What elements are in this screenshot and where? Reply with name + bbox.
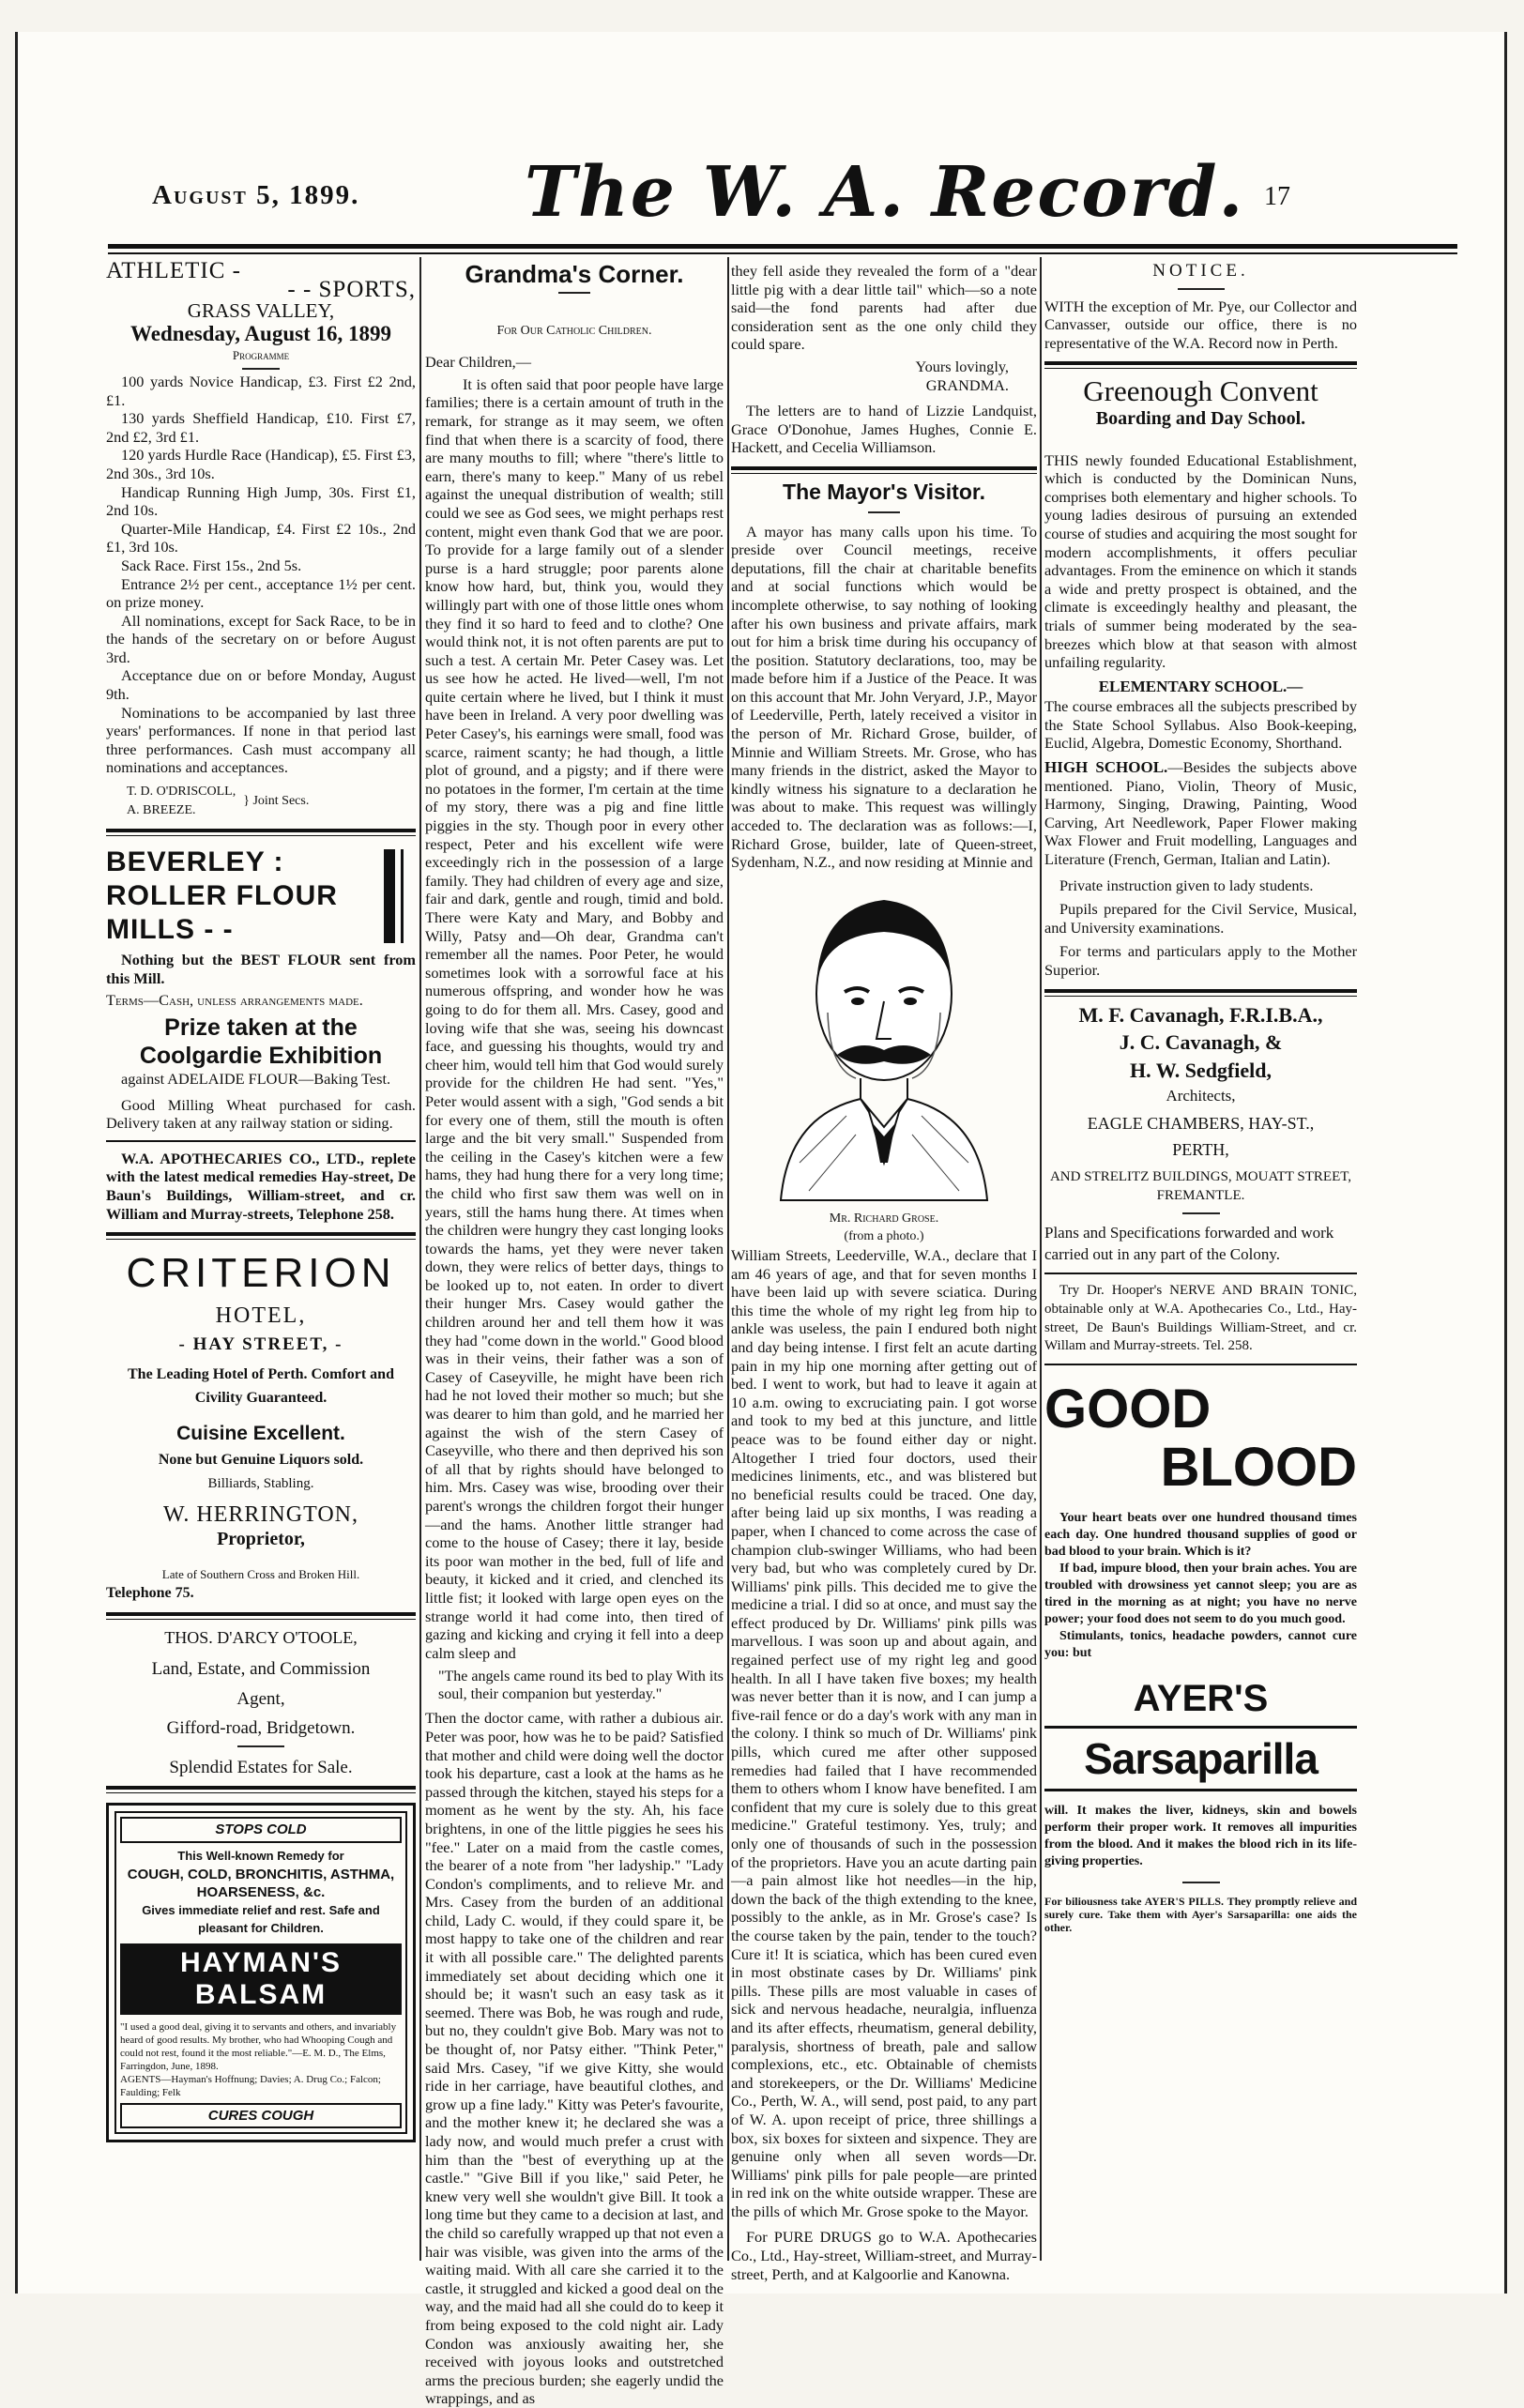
salutation: Dear Children,— [425, 353, 532, 372]
criterion-hotel: HOTEL, [215, 1303, 307, 1329]
secretary-name: T. D. O'DRISCOLL, [127, 785, 236, 800]
divider [558, 292, 590, 294]
column-divider [1040, 257, 1042, 2261]
sports-advert [106, 258, 416, 819]
ayers-advert [1044, 1380, 1357, 1934]
column-2 [425, 260, 724, 2408]
good-headline: GOOD [1044, 1378, 1212, 1440]
criterion-liquors: None but Genuine Liquors sold. [158, 1451, 364, 1468]
criterion-leading: The Leading Hotel of Perth. Comfort and Civility Guaranteed. [128, 1366, 394, 1407]
stops-cold-banner: STOPS COLD [120, 1817, 402, 1843]
convent-text: THIS newly founded Educational Establishment, which is conducted by the Dominican Nuns, comprises both elementary and higher schools. To young ladies desirous of pursuing an extended course of studies and acquiring the most sought for modern accomplishments, it offers peculiar advantages. From the eminence on which it stands a wide and pretty prospect is obtained, and the climate is exceedingly healthy and pleasant, the trials of summer being moderated by the sea-breezes which blow at that season with almost unfailing regularity. [1044, 450, 1357, 672]
sports-title-1: ATHLETIC - [106, 258, 241, 283]
programme-item: Entrance 2½ per cent., acceptance 1½ per cent. on prize money. [106, 574, 416, 612]
portrait-illustration [771, 881, 997, 1200]
balsam-logo [120, 1943, 402, 2015]
criterion-cuisine: Cuisine Excellent. [176, 1423, 345, 1445]
masthead [18, 32, 1504, 233]
divider [1044, 361, 1357, 369]
beverley-line-3: MILLS - - [106, 914, 234, 946]
sports-title-2: - - SPORTS, [287, 276, 416, 302]
divider [106, 1140, 416, 1142]
haymans-balsam-advert [106, 1803, 416, 2142]
divider [1044, 1273, 1357, 1274]
convent-heading: Greenough Convent [1083, 374, 1318, 408]
architects-city: PERTH, [1172, 1139, 1229, 1159]
divider [1178, 288, 1225, 290]
otoole-business: Land, Estate, and Commission [151, 1659, 371, 1680]
architect-name: M. F. Cavanagh, F.R.I.B.A., [1078, 1002, 1323, 1027]
story-continuation: they fell aside they revealed the form of a "dear little pig with a dear little tail" which—so a note said—the fond parents had after due consideration sent as the one only child they could spare. [731, 262, 1037, 354]
notice-heading: NOTICE. [1152, 261, 1249, 281]
beverley-terms: Terms—Cash, unless arrangements made. [106, 991, 363, 1010]
hooper-tonic: Try Dr. Hooper's NERVE AND BRAIN TONIC, obtainable only at W.A. Apothecaries Co., Ltd., Hay-street, De Baun's Buildings William-Street, and cr. Willam and Murray-streets. Tel. 258. [1044, 1283, 1357, 1354]
private-instruction: Private instruction given to lady students. [1059, 876, 1314, 894]
letters-received: The letters are to hand of Lizzie Landquist, Grace O'Donohue, James Hughes, Connie E. Hackett, and Cecelia Williamson. [731, 402, 1037, 457]
divider [868, 511, 900, 513]
column-4 [1044, 262, 1357, 2261]
architects-advert [1044, 1002, 1357, 1266]
elementary-heading: ELEMENTARY SCHOOL.— [1098, 677, 1303, 695]
page-number: 17 [1264, 182, 1290, 211]
architects-address: EAGLE CHAMBERS, HAY-ST., [1087, 1113, 1315, 1133]
sports-place: GRASS VALLEY, [187, 299, 335, 323]
programme-item: Sack Race. First 15s., 2nd 5s. [121, 556, 302, 574]
programme-item: 120 yards Hurdle Race (Handicap), £5. First £3, 2nd 30s., 3rd 10s. [106, 446, 416, 482]
divider [731, 466, 1037, 474]
portrait-caption-source: (from a photo.) [844, 1229, 924, 1244]
column-1 [106, 258, 416, 2261]
secretary-name: A. BREEZE. [127, 802, 196, 817]
sarsaparilla-text: will. It makes the liver, kidneys, skin and bowels perform their proper work. It removes all impurities from the blood. And it makes the blood rich in its life-giving properties. [1044, 1803, 1357, 1868]
story-poem: "The angels came round its bed to play With its soul, their companion but yesterday." [438, 1669, 724, 1703]
programme-item: Acceptance due on or before Monday, August 9th. [106, 666, 416, 704]
programme-item: 130 yards Sheffield Handicap, £10. First £7, 2nd £2, 3rd £1. [106, 409, 416, 446]
ayers-name: AYER'S [1133, 1677, 1269, 1719]
column-divider [419, 257, 421, 2261]
terms-particulars: For terms and particulars apply to the Mother Superior. [1044, 942, 1357, 979]
balsam-testimonial: "I used a good deal, giving it to servants and others, and invariably heard of good results. My brother, who had Whooping Cough and could not rest, found it the most reliable."—E. M. D., The Elms, Farringdon, June, 1898. [120, 2020, 397, 2072]
story-signoff: Yours lovingly, [915, 357, 1009, 375]
issue-date: August 5, 1899. [152, 180, 360, 210]
balsam-agents: AGENTS—Hayman's Hoffnung; Davies; A. Drug Co.; Falcon; Faulding; Felk [120, 2073, 381, 2098]
otoole-agent: Agent, [236, 1688, 285, 1709]
elementary-text: The course embraces all the subjects prescribed by the State School Syllabus. Also Book-keeping, Euclid, Algebra, Domestic Economy, Shorthand. [1044, 697, 1357, 753]
balsam-logo-word: BALSAM [194, 1978, 328, 2010]
apothecaries-notice: W.A. APOTHECARIES CO., LTD., replete with the latest medical remedies Hay-street, De Baun's Buildings, William-street, and cr. William and Murray-streets, Telephone 258. [106, 1149, 416, 1223]
portrait-caption: Mr. Richard Grose. [829, 1211, 939, 1226]
criterion-street: - HAY STREET, - [178, 1334, 343, 1354]
rule-ornament [401, 849, 404, 943]
story-paragraph: Then the doctor came, with rather a dubious air. Peter was poor, how was he to be paid? Satisfied that mother and child were doing well the doctor took his departure, cast a look at the hams as he passed through the kitchen, stayed his steps for a moment as he went by the sty. Ah, his face brightens, in one of the little piggies he sees his "fee." Later on a maid from the castle comes, the bearer of a note from "her ladyship." "Lady Condon's compliments, and to relieve Mr. and Mrs. Casey from the burden of an additional child, Lady C. would, if they could spare it, be most happy to take one of the children and rear it with all possible care." The delighted parents immediately set about deciding which one it should be; it wasn't such an easy task as it seemed. There was Bob, he was rough and rude, but no, they couldn't give Bob. Mary was not to be thought of, nor Patsy either. "Think Peter," said Mrs. Casey, "if we give Kitty, she would ride in her carriage, have beautiful clothes, and grow up a fine lady." Kitty was Peter's favourite, and the mother knew it; he declared she was a lady now, and would much prefer a crust with him than the "best of everything up at the castle." "Give Bill if you like," said Peter, he knew very well she wouldn't give Bill. It took a long time but they came to a decision at last, and the child so carefully wrapped up that not even a hair was visible, was given into the arms of the waiting maid. With all care she carried it to the castle, it struggled and kicked a good deal on the way, and the maid had all she could do to keep it from being exposed to the cold night air. Lady Condon was anxiously awaiting her, she received with joyous looks and outstretched arms the precious burden; she eagerly undid the wrappings, and as [425, 1709, 724, 2408]
high-school-heading: HIGH SCHOOL. [1044, 758, 1168, 777]
divider [106, 1612, 416, 1620]
story-paragraph: It is often said that poor people have large families; there is a certain amount of truth in the remark, for strange as it may seem, we often find that when there is a scarcity of food, there are many mouths to fill; where "there's little to earn, there's many to keep." Many of us rebel against the unequal distribution of wealth; still could we see as God sees, we might perhaps rest content, might even thank God that we are poor. To provide for a large family out of a slender purse is a hard struggle; poor parents alone know how hard, but, think you, would they willingly part with one of those little ones whom they find it so hard to feed and to clothe? One would think not, it is not often parents are put to such a test. A certain Mr. Peter Casey was. Let us see how he acted. He lived—well, I'm not quite certain where he lived, but I think it must have been in Ireland. A very poor dwelling was Peter Casey's, his earnings were small, food was scarce, raiment scanty; he had though, a little plot of ground, and a pigsty; and if there were no potatoes in the former, I'm certain at the time of my story, there was a pig and fine little piggies in the sty. Though poor in every other respect, Peter and his excellent wife were exceedingly rich in the possession of a large family. They had children of every age and size, fair and dark, gentle and rough, timid and bold. There were Katy and Mary, and Bobby and Willy, Patsy and—Oh dear, Grandma can't remember all the names. Poor Peter, he would sometimes look with a sorrowful face at his numerous offspring, and wonder how he was going to do for them all. Mrs. Casey, good and loving wife that she was, seeing his downcast face, and guessing his thoughts, would try and cheer him, would tell him that God would surely provide for the children He had sent. "Yes," Peter would assent with a sigh, "God sends a bit for every one of them, still the mouth is often large and the bit very small." Suspended from the ceiling in the Casey's kitchen were a few hams, they had hung there for a very long time; the child who first saw them was well on in years, still the hams hung there. At times when the children were hungry they cast longing looks towards the hams, yet they were never taken down, they were relics of better days, things to be looked up to, not eaten. In order to divert their hunger Mrs. Casey would gather the children around her and tell them how it was they had "come down in the world." Good blood was in their veins, their father was a son of Casey of Caseyville, he might have been rich had he not loved their mother so much; but she was dearer to him than gold, and he married her against the wish of the stern Casey of Caseyville, who there and then deprived his son of all that by rights should have belonged to him. Mrs. Casey was wise, brooding over their parent's wrongs the children forgot their hunger—and the hams. Another little stranger had come to the house of Casey; there it lay, beside its poor wan mother in the bed, full of life and beauty, it kicked and it cried, and clenched its little fist; it looked with large open eyes on the strange world it had come into, then tired of gazing and kicking and crying it fell into a deep calm sleep and [425, 374, 724, 1662]
architects-plans: Plans and Specifications forwarded and work carried out in any part of the Colony. [1044, 1224, 1334, 1264]
high-school-text: —Besides the subjects above mentioned. Piano, Violin, Theory of Music, Harmony, Singing, Drawing, Painting, Wood Carving, Art Needlework, Paper Flower making Wax Flower and Fruit modelling, Languages and Literature (French, German, Italian and Latin). [1044, 758, 1358, 869]
criterion-proprietor-label: Proprietor, [217, 1528, 305, 1549]
divider [1182, 1882, 1220, 1883]
sports-date: Wednesday, August 16, 1899 [130, 321, 391, 345]
blood-text: Your heart beats over one hundred thousand times each day. One hundred thousand supplies of good or bad blood to your brain. Which is it? [1044, 1510, 1357, 1559]
programme-item: All nominations, except for Sack Race, to be in the hands of the secretary on or before August 3rd. [106, 611, 416, 666]
grandmas-corner-heading: Grandma's Corner. [465, 260, 684, 288]
divider [106, 1786, 416, 1793]
pure-drugs-notice: For PURE DRUGS go to W.A. Apothecaries Co., Ltd., Hay-street, William-street, and Murray-street, Perth, and at Kalgoorlie and Kanowna. [731, 2228, 1037, 2283]
architects-fremantle: AND STRELITZ BUILDINGS, MOUATT STREET, FREMANTLE. [1049, 1169, 1352, 1203]
article-paragraph: William Streets, Leederville, W.A., declare that I am 46 years of age, and that for seven months I have been laid up with severe sciatica. During this time the whole of my right leg from hip to ankle was useless, the pain I endured both night and day being intense. I first felt an acute darting pain in my hip one morning after getting out of bed. I went to work, but had to leave it again at 10 a.m. owing to excruciating pain. I got worse and took to my bed at this juncture, and little peace was to be found either day or night. Altogether I tried four doctors, used their medicines liniments, etc., and was blistered but no beneficial results could be traced. One day, after being laid up six months, I was reading a paper, when I chanced to come across the case of champion club-swinger Williams, who had been very bad, but who was completely cured by Dr. Williams' pink pills. This decided me to give the medicine a trial. I did so at once, and must say the effect produced by Dr. Williams' pink pills was marvellous. I was soon up and about again, and regained perfect use of my right leg and good health. In all I have taken five boxes; my health was never better than it is now, and I can jump a five-rail fence or do a day's work with any man in the colony. I think so much of Dr. Williams' pink pills, which cured me after other supposed remedies had failed that I have recommended them to others whom I know have benefited. I am confident that my cure is solely due to this great medicine." Grateful testimony. Yes, truly; and only one of thousands of such in the possession of the proprietors. Have you an acute darting pain—a pain almost like hot needles—in the hip, down the back of the thigh extending to the knee, possibly to the ankle, as in Mr. Grose's case? Is the course taken by the pain, tender to the touch? Cure it! It is sciatica, which has been cured even in most obstinate cases by Dr. Williams' pink pills. These pills are most valuable in cases of sick and nervous headache, neuralgia, influenza and its after effects, rheumatism, general debility, paralysis, shortness of breath, pale and sallow complexions, etc., etc. Obtainable of chemists and storekeepers, or the Dr. Williams' Medicine Co., Perth, W. A., will send, post paid, to any part of W. A. upon receipt of price, three shillings a box, six boxes for sixteen and sixpence. They are genuine only when all seven words—Dr. Williams' pink pills for pale people—are printed in red ink on the white outside wrapper. These are the pills of which Mr. Grose spoke to the Mayor. [731, 1246, 1037, 2220]
balsam-remedy: This Well-known Remedy for [177, 1849, 344, 1864]
divider [1044, 989, 1357, 997]
programme-item: Handicap Running High Jump, 30s. First £1, 2nd 10s. [106, 482, 416, 520]
programme-item: 100 yards Novice Handicap, £3. First £2 2nd, £1. [106, 372, 416, 409]
beverley-against: against ADELAIDE FLOUR—Baking Test. [121, 1070, 391, 1088]
column-divider [727, 257, 729, 2261]
divider [1182, 1212, 1220, 1214]
divider [106, 1232, 416, 1240]
beverley-line-1: BEVERLEY : [106, 846, 284, 878]
programme-item: Nominations to be accompanied by last three years' performances. If none in that period last three performances. Cash must accompany all nominations and acceptances. [106, 703, 416, 777]
balsam-ailments: COUGH, COLD, BRONCHITIS, ASTHMA, HOARSENESS, &c. [127, 1866, 395, 1900]
programme-item: Quarter-Mile Handicap, £4. First £2 10s., 2nd £1, 3rd 10s. [106, 519, 416, 556]
cures-cough-banner: CURES COUGH [120, 2103, 402, 2129]
column-3 [731, 262, 1037, 2283]
beverley-wheat: Good Milling Wheat purchased for cash. Delivery taken at any railway station or siding. [106, 1095, 416, 1133]
criterion-late-of: Late of Southern Cross and Broken Hill. [161, 1567, 360, 1582]
masthead-rule [108, 244, 1457, 254]
newspaper-page [15, 32, 1507, 2408]
beverley-line-2: ROLLER FLOUR [106, 880, 338, 912]
convent-subheading: Boarding and Day School. [1095, 407, 1306, 429]
criterion-title: CRITERION [126, 1250, 396, 1297]
rule-ornament [384, 849, 395, 943]
programme-label: Programme [232, 348, 290, 363]
sarsaparilla-name: Sarsaparilla [1084, 1733, 1318, 1783]
story-signature: GRANDMA. [925, 375, 1009, 394]
beverley-best: Nothing but the BEST FLOUR sent from this Mill. [106, 951, 416, 987]
criterion-billiards: Billiards, Stabling. [207, 1475, 314, 1491]
architect-name: H. W. Sedgfield, [1130, 1058, 1272, 1082]
architect-name: J. C. Cavanagh, & [1119, 1030, 1283, 1055]
notice-text: WITH the exception of Mr. Pye, our Collector and Canvasser, outside our office, there is no representative of the W.A. Record now in Perth. [1044, 297, 1357, 352]
architects-label: Architects, [1166, 1087, 1236, 1105]
otoole-name: THOS. D'ARCY O'TOOLE, [164, 1627, 358, 1647]
newspaper-title: The W. A. Record. [525, 152, 1245, 233]
balsam-logo-name: HAYMAN'S [179, 1946, 343, 1978]
mayors-visitor-heading: The Mayor's Visitor. [783, 479, 985, 504]
blood-text: Stimulants, tonics, headache powders, cannot cure you: but [1044, 1628, 1357, 1660]
balsam-gives: Gives immediate relief and rest. Safe and pleasant for Children. [142, 1902, 380, 1936]
blood-text: If bad, impure blood, then your brain aches. You are troubled with drowsiness yet cannot sleep; you are as tired in the morning as at night; you have no nerve power; your food does not seem to do you much good. [1044, 1561, 1357, 1626]
divider [242, 368, 280, 370]
otoole-advert [106, 1629, 416, 1777]
ayers-pills: For biliousness take AYER'S PILLS. They promptly relieve and surely cure. Take them with Ayer's Sarsaparilla: one aids the other. [1044, 1894, 1357, 1934]
blood-headline: BLOOD [1160, 1436, 1357, 1498]
criterion-advert [106, 1249, 416, 1602]
divider [1044, 1364, 1357, 1365]
joint-secs-label: } Joint Secs. [243, 793, 310, 808]
criterion-proprietor-name: W. HERRINGTON, [162, 1502, 358, 1528]
divider [237, 1745, 284, 1747]
beverley-advert [106, 846, 416, 1133]
otoole-estates: Splendid Estates for Sale. [169, 1757, 353, 1777]
divider [106, 829, 416, 836]
pupils-prepared: Pupils prepared for the Civil Service, Musical, and University examinations. [1044, 900, 1357, 937]
grandmas-corner-sub: For Our Catholic Children. [496, 323, 652, 338]
otoole-address: Gifford-road, Bridgetown. [166, 1718, 356, 1739]
article-paragraph: A mayor has many calls upon his time. To preside over Council meetings, receive deputations, fill the chair at charitable benefits and at social functions which would be incomplete otherwise, to say nothing of looking after his own business and private affairs, mark out for him a brisk time during his occupancy of the position. Statutory declarations, too, may be made before him if a Justice of the Peace. It was on this account that Mr. John Veryard, J.P., Mayor of Leederville, Perth, lately received a visitor in the person of Mr. Richard Grose, builder, of Minnie and William Streets. Mr. Grose, who has many friends in the district, asked the Mayor to kindly witness his signature to a declaration he was about to make. This request was willingly acceded to. The declaration was as follows:—I, Richard Grose, builder, late of Queen-street, Sydenham, N.Z., and now residing at Minnie and [731, 522, 1037, 872]
criterion-telephone: Telephone 75. [106, 1584, 194, 1601]
beverley-prize: Prize taken at the Coolgardie Exhibition [139, 1014, 383, 1069]
